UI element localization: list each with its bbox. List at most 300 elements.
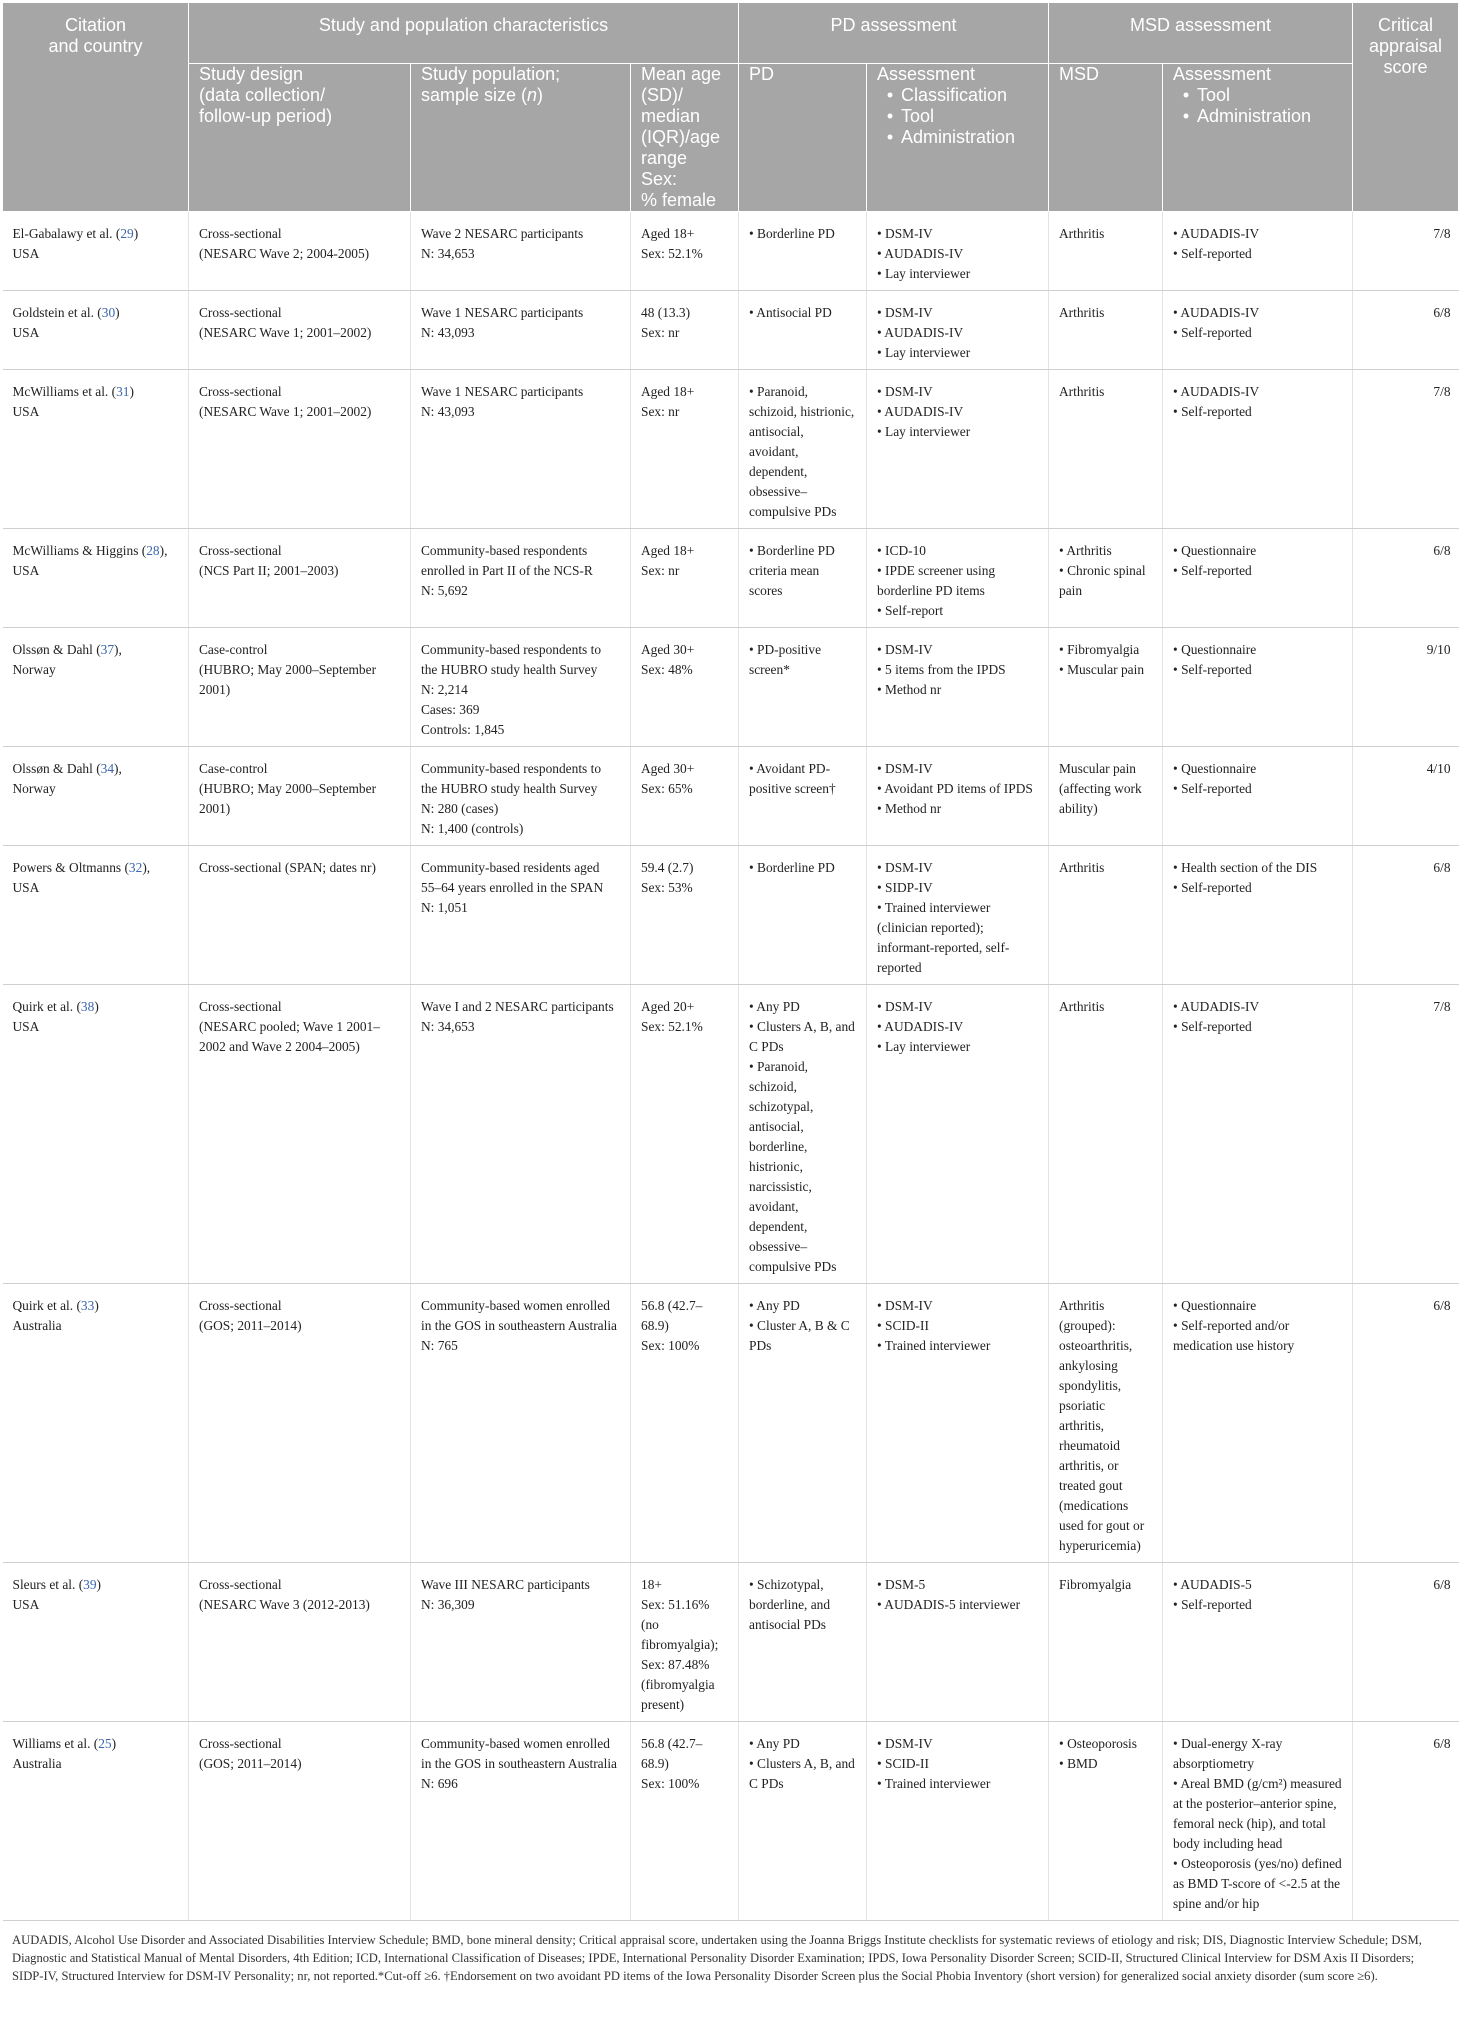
pd-assessment-item: • AUDADIS-IV — [877, 244, 1038, 264]
pd-cell — [739, 1563, 867, 1722]
study-design-line: (HUBRO; May 2000–September 2001) — [199, 662, 377, 697]
population-cell — [411, 628, 631, 747]
appraisal-score: 6/8 — [1353, 529, 1459, 628]
table-footnote: AUDADIS, Alcohol Use Disorder and Associated Disabilities Interview Schedule; BMD, bone mineral density; Critical appraisal score, undertaken using the Joanna Briggs Institute checklists for systematic reviews of etiology and risk; DIS, Diagnostic Interview Schedule; DSM, Diagnostic and Statistical Manual of Mental Disorders, 4th Edition; ICD, International Classification of Diseases; IPDE, International Personality Disorder Examination; IPDS, Iowa Personality Disorder Screen; SCID-II, Structured Clinical Interview for DSM Axis II Disorders; SIDP-IV, Structured Interview for DSM-IV Personality; nr, not reported.*Cut-off ≥6. †Endorsement on two avoidant PD items of the Iowa Personality Disorder Screen plus the Social Phobia Inventory (short version) for generalized social anxiety disorder (sum score ≥6). — [12, 1933, 1422, 1983]
citation-ref: 29 — [120, 226, 134, 241]
population-cell — [411, 1722, 631, 1921]
header-msd-assessment-item: • Tool — [1173, 85, 1342, 106]
citation-cell — [3, 212, 189, 291]
msd-assessment-item: • Self-reported — [1173, 1017, 1342, 1037]
pd-assessment-item: • Self-report — [877, 601, 1038, 621]
header-score-line: Critical — [1378, 15, 1434, 35]
citation-name: El-Gabalawy et al. ( — [12, 226, 121, 241]
pd-assessment-item: • Avoidant PD items of IPDS — [877, 779, 1038, 799]
appraisal-score: 7/8 — [1353, 212, 1459, 291]
msd-assessment-item: • Health section of the DIS — [1173, 858, 1342, 878]
population-line: Community-based women enrolled in the GOS in southeastern Australia — [421, 1736, 617, 1771]
pd-cell — [739, 846, 867, 985]
population-line: Cases: 369 — [421, 702, 480, 717]
msd-assessment-item: • Dual-energy X-ray absorptiometry — [1173, 1734, 1342, 1774]
studies-table — [2, 2, 1459, 1921]
pd-assessment-cell — [867, 370, 1049, 529]
age-sex-line: 56.8 (42.7–68.9) — [641, 1736, 703, 1771]
msd-assessment-item: • Questionnaire — [1173, 640, 1342, 660]
pd-assessment-item: • AUDADIS-5 interviewer — [877, 1595, 1038, 1615]
header-pd-assessment-detail — [867, 64, 1049, 212]
pd-assessment-item: • Lay interviewer — [877, 264, 1038, 284]
msd-assessment-item: • AUDADIS-5 — [1173, 1575, 1342, 1595]
msd-assessment-cell — [1163, 1284, 1353, 1563]
msd-assessment-cell — [1163, 846, 1353, 985]
citation-line — [13, 303, 179, 323]
age-sex-line: 48 (13.3) — [641, 305, 691, 320]
table-row — [3, 985, 1459, 1284]
header-age-line: (SD)/ — [641, 85, 683, 105]
header-citation-line: and country — [48, 36, 143, 56]
pd-assessment-item: • DSM-5 — [877, 1575, 1038, 1595]
age-sex-line: Sex: 48% — [641, 662, 693, 677]
header-citation-line: Citation — [64, 15, 127, 35]
citation-country: USA — [12, 325, 40, 340]
msd-assessment-item: • Questionnaire — [1173, 541, 1342, 561]
study-design-line: (HUBRO; May 2000–September 2001) — [199, 781, 377, 816]
citation-cell — [3, 628, 189, 747]
age-sex-cell — [631, 1722, 739, 1921]
citation-line — [13, 541, 179, 561]
pd-assessment-cell — [867, 846, 1049, 985]
msd-assessment-item: • Self-reported — [1173, 402, 1342, 422]
header-study-population: Study and population characteristics — [189, 3, 739, 64]
study-design-cell — [189, 529, 411, 628]
pd-item: • Paranoid, schizoid, schizotypal, antisocial, borderline, histrionic, narcissistic, avoidant, dependent, obsessive–compulsive PDs — [749, 1057, 856, 1277]
population-line: Community-based respondents to the HUBRO study health Survey — [421, 642, 602, 677]
msd-assessment-item: • AUDADIS-IV — [1173, 224, 1342, 244]
msd-cell — [1049, 747, 1163, 846]
msd-cell — [1049, 370, 1163, 529]
age-sex-line: 18+ — [641, 1577, 662, 1592]
msd-assessment-item: • Self-reported — [1173, 660, 1342, 680]
citation-cell — [3, 529, 189, 628]
pd-cell — [739, 529, 867, 628]
age-sex-cell — [631, 370, 739, 529]
header-age-line: % female — [641, 190, 717, 210]
study-design-cell — [189, 1284, 411, 1563]
pd-assessment-item: • Trained interviewer — [877, 1336, 1038, 1356]
citation-close: ), — [114, 761, 122, 776]
population-cell — [411, 1563, 631, 1722]
pd-assessment-item: • Lay interviewer — [877, 422, 1038, 442]
study-design-line: Cross-sectional — [199, 1298, 282, 1313]
msd-item: • Muscular pain — [1059, 660, 1152, 680]
msd-assessment-cell — [1163, 1722, 1353, 1921]
pd-assessment-item: • DSM-IV — [877, 224, 1038, 244]
citation-name: Powers & Oltmanns ( — [12, 860, 129, 875]
study-design-cell — [189, 747, 411, 846]
study-design-cell — [189, 212, 411, 291]
age-sex-cell — [631, 529, 739, 628]
age-sex-line: Sex: nr — [641, 404, 680, 419]
citation-name: Olssøn & Dahl ( — [12, 761, 101, 776]
table-row — [3, 747, 1459, 846]
population-line: Community-based respondents enrolled in Part II of the NCS-R — [421, 543, 593, 578]
pd-assessment-item: • Trained interviewer (clinician reported); — [877, 898, 1038, 938]
msd-item: Fibromyalgia — [1059, 1577, 1132, 1592]
age-sex-cell — [631, 628, 739, 747]
appraisal-score: 6/8 — [1353, 1563, 1459, 1722]
citation-country: USA — [12, 563, 40, 578]
header-population-line: Study population; — [421, 64, 561, 84]
header-pd-assessment-item: • Tool — [877, 106, 1038, 127]
pd-assessment-cell — [867, 985, 1049, 1284]
age-sex-line: Sex: 52.1% — [641, 246, 703, 261]
citation-ref: 30 — [101, 305, 116, 320]
appraisal-score: 9/10 — [1353, 628, 1459, 747]
msd-assessment-item: • Self-reported — [1173, 1595, 1342, 1615]
age-sex-cell — [631, 1563, 739, 1722]
study-design-line: Cross-sectional — [199, 543, 282, 558]
citation-line — [13, 640, 179, 660]
pd-cell — [739, 212, 867, 291]
study-table-container — [2, 2, 1458, 1985]
pd-assessment-cell — [867, 1284, 1049, 1563]
citation-close: ) — [96, 1577, 102, 1592]
citation-name: Quirk et al. ( — [12, 1298, 81, 1313]
citation-name: Williams et al. ( — [12, 1736, 99, 1751]
pd-assessment-item: • DSM-IV — [877, 640, 1038, 660]
table-header — [3, 3, 1459, 212]
pd-assessment-cell — [867, 529, 1049, 628]
citation-cell — [3, 370, 189, 529]
citation-ref: 31 — [116, 384, 130, 399]
appraisal-score: 6/8 — [1353, 846, 1459, 985]
header-population-line — [421, 85, 620, 106]
age-sex-line: Aged 18+ — [641, 543, 695, 558]
pd-assessment-cell — [867, 1563, 1049, 1722]
pd-cell — [739, 291, 867, 370]
population-line: N: 34,653 — [421, 246, 475, 261]
citation-ref: 38 — [80, 999, 95, 1014]
header-pd-assessment-item: • Classification — [877, 85, 1038, 106]
population-cell — [411, 747, 631, 846]
citation-cell — [3, 747, 189, 846]
header-msd: MSD — [1049, 64, 1163, 212]
header-design-line: Study design — [199, 64, 304, 84]
pd-assessment-item: • AUDADIS-IV — [877, 402, 1038, 422]
pd-item: • Any PD — [749, 1296, 856, 1316]
study-design-cell — [189, 628, 411, 747]
citation-cell — [3, 846, 189, 985]
msd-item: Muscular pain (affecting work ability) — [1059, 761, 1142, 816]
pd-assessment-item: • SCID-II — [877, 1316, 1038, 1336]
msd-assessment-cell — [1163, 370, 1353, 529]
citation-close: ), — [159, 543, 168, 558]
population-cell — [411, 529, 631, 628]
pd-cell — [739, 370, 867, 529]
citation-close: ) — [94, 999, 99, 1014]
study-design-line: (NCS Part II; 2001–2003) — [199, 563, 339, 578]
population-line: N: 43,093 — [421, 325, 475, 340]
pd-assessment-item: • Method nr — [877, 680, 1038, 700]
header-population-text: sample size ( — [421, 85, 528, 105]
study-design-line: (GOS; 2011–2014) — [199, 1756, 302, 1771]
msd-assessment-item: • Self-reported and/or medication use history — [1173, 1316, 1342, 1356]
population-line: Community-based respondents to the HUBRO study health Survey — [421, 761, 602, 796]
citation-ref: 32 — [128, 860, 143, 875]
msd-item: • Fibromyalgia — [1059, 640, 1152, 660]
header-pd-assessment-list — [877, 85, 1038, 148]
study-design-line: (NESARC Wave 1; 2001–2002) — [199, 404, 372, 419]
pd-assessment-cell — [867, 291, 1049, 370]
study-design-line: Cross-sectional — [199, 384, 282, 399]
population-line: N: 34,653 — [421, 1019, 475, 1034]
population-line: N: 36,309 — [421, 1597, 475, 1612]
header-age-line: (IQR)/age — [641, 127, 721, 147]
pd-assessment-item: • 5 items from the IPDS — [877, 660, 1038, 680]
study-design-line: Cross-sectional — [199, 1736, 282, 1751]
header-msd-assessment-title: Assessment — [1173, 64, 1272, 84]
msd-item: Arthritis — [1059, 384, 1105, 399]
citation-cell — [3, 985, 189, 1284]
pd-assessment-item: • SIDP-IV — [877, 878, 1038, 898]
appraisal-score: 4/10 — [1353, 747, 1459, 846]
population-cell — [411, 1284, 631, 1563]
pd-assessment-item: • DSM-IV — [877, 997, 1038, 1017]
citation-close: ), — [142, 860, 151, 875]
age-sex-line: 56.8 (42.7–68.9) — [641, 1298, 703, 1333]
table-body — [3, 212, 1459, 1921]
appraisal-score: 7/8 — [1353, 985, 1459, 1284]
appraisal-score: 6/8 — [1353, 1722, 1459, 1921]
msd-item: Arthritis — [1059, 999, 1105, 1014]
msd-cell — [1049, 846, 1163, 985]
citation-name: Sleurs et al. ( — [12, 1577, 84, 1592]
citation-line — [13, 997, 179, 1017]
msd-assessment-item: • AUDADIS-IV — [1173, 382, 1342, 402]
population-line: Controls: 1,845 — [421, 722, 505, 737]
population-line: N: 2,214 — [421, 682, 468, 697]
msd-item: Arthritis — [1059, 305, 1105, 320]
population-line: N: 1,051 — [421, 900, 468, 915]
table-row — [3, 1284, 1459, 1563]
table-row — [3, 628, 1459, 747]
pd-assessment-item: • DSM-IV — [877, 759, 1038, 779]
header-citation — [3, 3, 189, 212]
header-pd-assessment-item: • Administration — [877, 127, 1038, 148]
table-row — [3, 846, 1459, 985]
citation-cell — [3, 1722, 189, 1921]
population-cell — [411, 846, 631, 985]
study-design-cell — [189, 985, 411, 1284]
citation-line — [13, 1296, 179, 1316]
population-line: Wave 1 NESARC participants — [421, 384, 584, 399]
age-sex-cell — [631, 291, 739, 370]
pd-assessment-cell — [867, 212, 1049, 291]
header-age-line: median — [641, 106, 701, 126]
study-design-cell — [189, 1563, 411, 1722]
citation-line — [13, 1734, 179, 1754]
study-design-line: Case-control — [199, 761, 268, 776]
pd-assessment-note: informant-reported, self-reported — [877, 940, 1010, 975]
header-score-line: appraisal — [1369, 36, 1443, 56]
age-sex-cell — [631, 985, 739, 1284]
msd-item: Arthritis (grouped): osteoarthritis, ankylosing spondylitis, psoriatic arthritis, rheumatoid arthritis, or treated gout (medications used for gout or hyperuricemia) — [1059, 1298, 1145, 1553]
pd-item: • Clusters A, B, and C PDs — [749, 1017, 856, 1057]
header-study-design — [189, 64, 411, 212]
header-pd: PD — [739, 64, 867, 212]
population-line: Community-based women enrolled in the GOS in southeastern Australia — [421, 1298, 617, 1333]
header-pd-assessment-title: Assessment — [877, 64, 976, 84]
pd-item: • Paranoid, schizoid, histrionic, antisocial, avoidant, dependent, obsessive–compulsive PDs — [749, 382, 856, 522]
citation-close: ) — [111, 1736, 117, 1751]
header-design-line: (data collection/ — [199, 85, 326, 105]
msd-assessment-cell — [1163, 291, 1353, 370]
header-age-line: Mean age — [641, 64, 722, 84]
citation-ref: 34 — [100, 761, 115, 776]
population-cell — [411, 212, 631, 291]
pd-item: • Borderline PD — [749, 224, 856, 244]
study-design-cell — [189, 291, 411, 370]
table-row — [3, 370, 1459, 529]
citation-country: USA — [12, 1597, 40, 1612]
pd-assessment-cell — [867, 747, 1049, 846]
age-sex-cell — [631, 1284, 739, 1563]
header-score-line: score — [1383, 57, 1428, 77]
msd-assessment-cell — [1163, 628, 1353, 747]
study-design-line: (NESARC Wave 1; 2001–2002) — [199, 325, 372, 340]
pd-cell — [739, 747, 867, 846]
citation-cell — [3, 1284, 189, 1563]
msd-assessment-cell — [1163, 212, 1353, 291]
header-msd-assessment-list — [1173, 85, 1342, 127]
header-population-n: n — [527, 85, 538, 105]
study-design-line: (NESARC Wave 3 (2012-2013) — [199, 1597, 370, 1612]
header-pd-assessment: PD assessment — [739, 3, 1049, 64]
appraisal-score: 6/8 — [1353, 1284, 1459, 1563]
header-msd-assessment-item: • Administration — [1173, 106, 1342, 127]
pd-assessment-item: • DSM-IV — [877, 1734, 1038, 1754]
citation-ref: 28 — [146, 543, 160, 558]
age-sex-line: Sex: 100% — [641, 1338, 700, 1353]
pd-item: • Antisocial PD — [749, 303, 856, 323]
header-age-sex — [631, 64, 739, 212]
pd-cell — [739, 1722, 867, 1921]
citation-close: ) — [115, 305, 120, 320]
pd-item: • PD-positive screen* — [749, 640, 856, 680]
table-row — [3, 291, 1459, 370]
age-sex-line: Sex: nr — [641, 563, 680, 578]
citation-line — [13, 1575, 179, 1595]
pd-cell — [739, 628, 867, 747]
pd-item: • Avoidant PD-positive screen† — [749, 759, 856, 799]
citation-country: Australia — [12, 1318, 62, 1333]
header-msd-assessment: MSD assessment — [1049, 3, 1353, 64]
citation-line — [13, 224, 179, 244]
citation-country: USA — [12, 246, 40, 261]
citation-name: Olssøn & Dahl ( — [12, 642, 101, 657]
msd-item: • Osteoporosis — [1059, 1734, 1152, 1754]
population-line: N: 1,400 (controls) — [421, 821, 524, 836]
header-score — [1353, 3, 1459, 212]
population-line: N: 696 — [421, 1776, 458, 1791]
age-sex-line: Sex: 65% — [641, 781, 693, 796]
pd-assessment-item: • IPDE screener using borderline PD items — [877, 561, 1038, 601]
pd-item: • Cluster A, B & C PDs — [749, 1316, 856, 1356]
citation-ref: 25 — [98, 1736, 112, 1751]
age-sex-line: 59.4 (2.7) — [641, 860, 694, 875]
study-design-line: (NESARC Wave 2; 2004-2005) — [199, 246, 370, 261]
citation-line — [13, 382, 179, 402]
study-design-line: Cross-sectional — [199, 226, 282, 241]
age-sex-cell — [631, 747, 739, 846]
population-line: N: 5,692 — [421, 583, 468, 598]
age-sex-line: Sex: 87.48% (fibromyalgia present) — [641, 1657, 715, 1712]
msd-cell — [1049, 1722, 1163, 1921]
msd-assessment-item: • Self-reported — [1173, 561, 1342, 581]
pd-assessment-item: • Trained interviewer — [877, 1774, 1038, 1794]
population-line: Community-based residents aged 55–64 years enrolled in the SPAN — [421, 860, 604, 895]
population-line: Wave I and 2 NESARC participants — [421, 999, 614, 1014]
citation-close: ) — [94, 1298, 99, 1313]
study-design-line: Cross-sectional (SPAN; dates nr) — [199, 860, 376, 875]
msd-assessment-item: • Self-reported — [1173, 323, 1342, 343]
citation-country: Norway — [12, 781, 56, 796]
msd-cell — [1049, 212, 1163, 291]
pd-item: • Any PD — [749, 1734, 856, 1754]
msd-item: • Arthritis — [1059, 541, 1152, 561]
pd-assessment-item: • AUDADIS-IV — [877, 1017, 1038, 1037]
study-design-cell — [189, 1722, 411, 1921]
citation-line — [13, 759, 179, 779]
header-row-2 — [3, 64, 1459, 212]
table-row — [3, 1563, 1459, 1722]
age-sex-cell — [631, 212, 739, 291]
msd-item: Arthritis — [1059, 860, 1105, 875]
study-design-line: (NESARC pooled; Wave 1 2001–2002 and Wave 2 2004–2005) — [199, 1019, 380, 1054]
msd-assessment-item: • AUDADIS-IV — [1173, 997, 1342, 1017]
msd-assessment-cell — [1163, 747, 1353, 846]
msd-assessment-item: • Self-reported — [1173, 779, 1342, 799]
header-design-line: follow-up period) — [199, 106, 333, 126]
citation-country: USA — [12, 1019, 40, 1034]
population-line: Wave III NESARC participants — [421, 1577, 590, 1592]
citation-name: Quirk et al. ( — [12, 999, 81, 1014]
pd-assessment-cell — [867, 628, 1049, 747]
msd-cell — [1049, 1284, 1163, 1563]
msd-item: • Chronic spinal pain — [1059, 561, 1152, 601]
age-sex-line: Sex: nr — [641, 325, 680, 340]
citation-cell — [3, 291, 189, 370]
pd-item: • Any PD — [749, 997, 856, 1017]
pd-assessment-item: • AUDADIS-IV — [877, 323, 1038, 343]
header-row-1 — [3, 3, 1459, 64]
citation-ref: 39 — [83, 1577, 97, 1592]
citation-country: USA — [12, 404, 40, 419]
pd-assessment-item: • Lay interviewer — [877, 1037, 1038, 1057]
citation-cell — [3, 1563, 189, 1722]
msd-assessment-cell — [1163, 1563, 1353, 1722]
citation-ref: 33 — [80, 1298, 95, 1313]
msd-assessment-item: • Questionnaire — [1173, 1296, 1342, 1316]
header-study-population-size — [411, 64, 631, 212]
msd-assessment-cell — [1163, 985, 1353, 1284]
msd-assessment-item: • Areal BMD (g/cm²) measured at the posterior–anterior spine, femoral neck (hip), and total body including head — [1173, 1774, 1342, 1854]
population-cell — [411, 291, 631, 370]
citation-country: Norway — [12, 662, 56, 677]
population-line: Wave 1 NESARC participants — [421, 305, 584, 320]
msd-cell — [1049, 291, 1163, 370]
pd-assessment-item: • ICD-10 — [877, 541, 1038, 561]
msd-item: Arthritis — [1059, 226, 1105, 241]
